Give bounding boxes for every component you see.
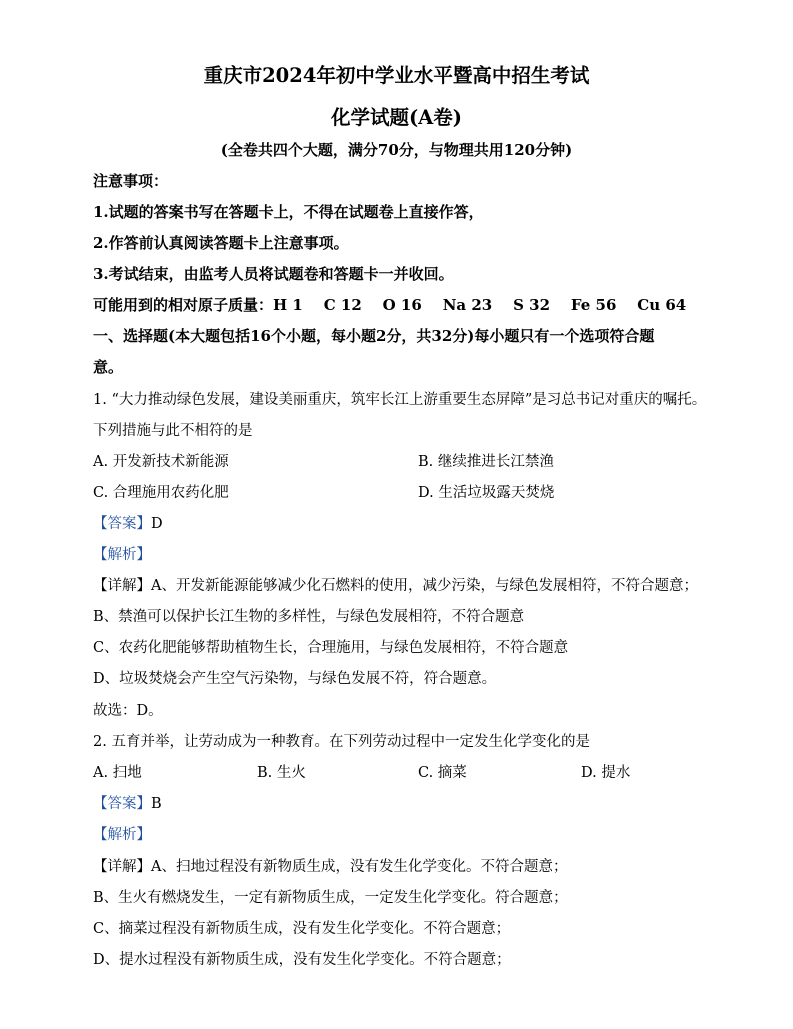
detail-text: A、开发新能源能够减少化石燃料的使用，减少污染，与绿色发展相符，不符合题意； bbox=[151, 578, 698, 594]
q2-option-c: C. 摘菜 bbox=[418, 765, 467, 781]
q2-detail-d: D、提水过程没有新物质生成，没有发生化学变化。不符合题意； bbox=[93, 952, 511, 968]
q2-answer bbox=[93, 794, 162, 814]
q1-stem-cont: 下列措施与此不相符的是 bbox=[93, 423, 253, 439]
q1-detail-a bbox=[93, 576, 698, 596]
q1-conclusion: 故选：D。 bbox=[93, 703, 163, 719]
q1-detail-b: B、禁渔可以保护长江生物的多样性，与绿色发展相符，不符合题意 bbox=[93, 609, 525, 625]
q2-option-b: B. 生火 bbox=[257, 765, 306, 781]
section1-heading: 一、选择题(本大题包括16个小题，每小题2分，共32分)每小题只有一个选项符合题 bbox=[93, 327, 655, 345]
exam-title: 重庆市2024年初中学业水平暨高中招生考试 bbox=[203, 64, 590, 87]
detail-tag: 【详解】 bbox=[93, 859, 151, 875]
answer-value: B bbox=[151, 796, 162, 812]
q2-detail-a bbox=[93, 857, 567, 877]
q1-option-c: C. 合理施用农药化肥 bbox=[93, 485, 229, 501]
q2-detail-c: C、摘菜过程没有新物质生成，没有发生化学变化。不符合题意； bbox=[93, 921, 511, 937]
answer-tag: 【答案】 bbox=[93, 796, 151, 812]
notice-item-3: 3.考试结束，由监考人员将试题卷和答题卡一并收回。 bbox=[93, 265, 454, 283]
q2-stem: 2. 五育并举，让劳动成为一种教育。在下列劳动过程中一定发生化学变化的是 bbox=[93, 734, 590, 750]
q1-option-d: D. 生活垃圾露天焚烧 bbox=[418, 485, 555, 501]
exam-note: (全卷共四个大题，满分70分，与物理共用120分钟) bbox=[220, 141, 573, 159]
atomic-masses: 可能用到的相对原子质量：H 1 C 12 O 16 Na 23 S 32 Fe 56 Cu 64 bbox=[93, 296, 687, 314]
q2-detail-b: B、生火有燃烧发生，一定有新物质生成，一定发生化学变化。符合题意； bbox=[93, 890, 568, 906]
q2-option-a: A. 扫地 bbox=[93, 765, 142, 781]
q1-option-b: B. 继续推进长江禁渔 bbox=[418, 454, 554, 470]
exam-subtitle: 化学试题(A卷) bbox=[330, 106, 463, 129]
answer-tag: 【答案】 bbox=[93, 516, 151, 532]
q2-option-d: D. 提水 bbox=[581, 765, 631, 781]
notice-item-2: 2.作答前认真阅读答题卡上注意事项。 bbox=[93, 234, 349, 252]
q1-stem: 1. “大力推动绿色发展，建设美丽重庆，筑牢长江上游重要生态屏障”是习总书记对重庆的嘱托。 bbox=[93, 392, 707, 408]
notice-item-1: 1.试题的答案书写在答题卡上，不得在试题卷上直接作答， bbox=[93, 203, 484, 221]
q1-detail-d: D、垃圾焚烧会产生空气污染物，与绿色发展不符，符合题意。 bbox=[93, 671, 497, 687]
q1-answer bbox=[93, 514, 163, 534]
answer-value: D bbox=[151, 516, 163, 532]
section1-heading-cont: 意。 bbox=[93, 358, 124, 376]
detail-text: A、扫地过程没有新物质生成，没有发生化学变化。不符合题意； bbox=[151, 859, 568, 875]
notice-heading: 注意事项： bbox=[93, 172, 169, 190]
q1-detail-c: C、农药化肥能够帮助植物生长，合理施用，与绿色发展相符，不符合题意 bbox=[93, 640, 569, 656]
q2-analysis-tag: 【解析】 bbox=[93, 827, 151, 843]
q1-option-a: A. 开发新技术新能源 bbox=[93, 454, 229, 470]
detail-tag: 【详解】 bbox=[93, 578, 151, 594]
q1-analysis-tag: 【解析】 bbox=[93, 547, 151, 563]
